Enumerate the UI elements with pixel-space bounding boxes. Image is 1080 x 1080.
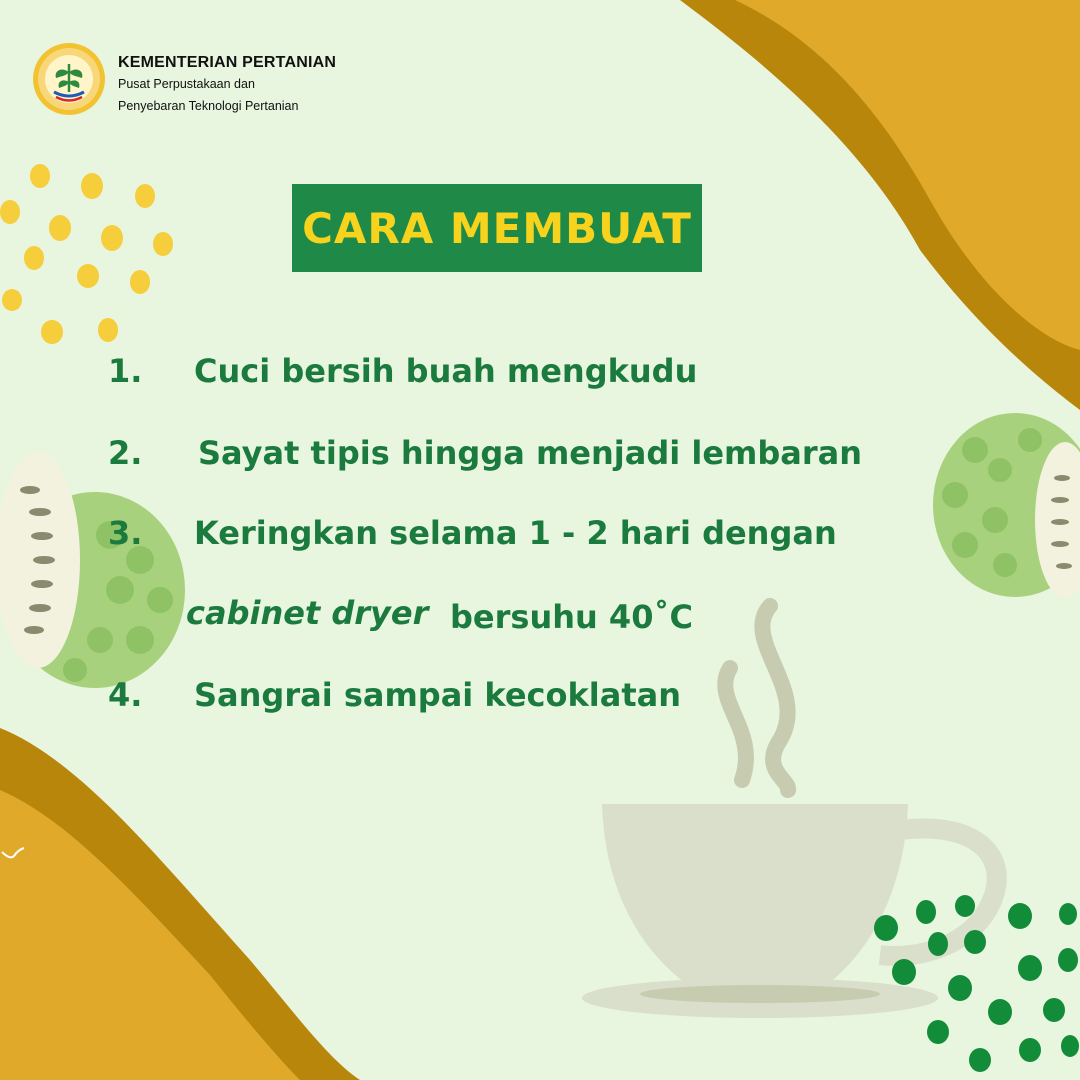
page-title: CARA MEMBUAT — [302, 203, 692, 253]
org-info — [118, 42, 336, 116]
step-3-italic: cabinet dryer — [186, 594, 429, 632]
step-3-text: Keringkan selama 1 - 2 hari dengan — [194, 514, 837, 552]
org-subtitle-2: Penyebaran Teknologi Pertanian — [118, 99, 299, 113]
step-3-number: 3. — [108, 514, 143, 552]
step-4-text: Sangrai sampai kecoklatan — [194, 676, 681, 714]
steam — [725, 606, 788, 790]
step-4-number: 4. — [108, 676, 143, 714]
header — [32, 42, 336, 116]
step-1-text: Cuci bersih buah mengkudu — [194, 352, 698, 390]
step-3-continuation: bersuhu 40˚C — [450, 598, 693, 636]
noni-fruit-left — [0, 452, 185, 688]
yellow-dots — [0, 164, 173, 344]
step-2-number: 2. — [108, 434, 143, 472]
org-name: KEMENTERIAN PERTANIAN — [118, 54, 337, 71]
step-1-number: 1. — [108, 352, 143, 390]
title-box — [292, 184, 702, 272]
ministry-logo — [32, 42, 106, 116]
bottom-left-wave-light — [0, 790, 300, 1080]
org-subtitle-1: Pusat Perpustakaan dan — [118, 77, 255, 91]
noni-fruit-right — [933, 413, 1080, 598]
step-2-text: Sayat tipis hingga menjadi lembaran — [198, 434, 863, 472]
